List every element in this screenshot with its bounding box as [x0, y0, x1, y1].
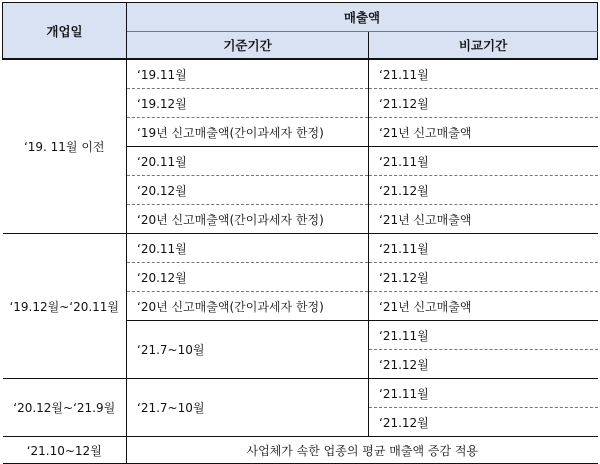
compare-period-cell: ‘21.12월 — [369, 89, 598, 118]
sales-criteria-table — [2, 2, 598, 464]
compare-period-cell: ‘21.12월 — [369, 263, 598, 292]
header-open-date: 개업일 — [3, 3, 127, 60]
base-period-cell: ‘19.12월 — [127, 89, 369, 118]
base-period-cell: ‘20.12월 — [127, 263, 369, 292]
compare-period-cell: ‘21년 신고매출액 — [369, 118, 598, 147]
base-period-cell: ‘20년 신고매출액(간이과세자 한정) — [127, 292, 369, 321]
table-row — [3, 234, 598, 263]
compare-period-cell: ‘21.11월 — [369, 59, 598, 89]
table-row — [3, 59, 598, 89]
compare-period-cell: ‘21.11월 — [369, 234, 598, 263]
base-period-cell: ‘20.11월 — [127, 234, 369, 263]
compare-period-cell: ‘21.11월 — [369, 147, 598, 176]
table-row — [3, 379, 598, 408]
header-row-top — [3, 3, 598, 32]
header-base-period: 기준기간 — [127, 32, 369, 60]
open-date-cell: ‘19. 11월 이전 — [3, 59, 127, 234]
compare-period-cell: ‘21.11월 — [369, 379, 598, 408]
header-compare-period: 비교기간 — [369, 32, 598, 60]
base-period-cell: ‘20.12월 — [127, 176, 369, 205]
compare-period-cell: ‘21.12월 — [369, 176, 598, 205]
table-row — [3, 437, 598, 464]
base-period-cell: ‘20년 신고매출액(간이과세자 한정) — [127, 205, 369, 234]
compare-period-cell: ‘21.12월 — [369, 408, 598, 437]
compare-period-cell: ‘21년 신고매출액 — [369, 292, 598, 321]
open-date-cell: ‘20.12월~‘21.9월 — [3, 379, 127, 437]
header-sales: 매출액 — [127, 3, 598, 32]
base-period-cell: ‘20.11월 — [127, 147, 369, 176]
base-period-cell: ‘21.7~10월 — [127, 321, 369, 379]
compare-period-cell: ‘21.11월 — [369, 321, 598, 350]
compare-period-cell: ‘21년 신고매출액 — [369, 205, 598, 234]
open-date-cell: ‘21.10~12월 — [3, 437, 127, 464]
base-period-cell: ‘19년 신고매출액(간이과세자 한정) — [127, 118, 369, 147]
base-period-cell: ‘21.7~10월 — [127, 379, 369, 437]
note-cell: 사업체가 속한 업종의 평균 매출액 증감 적용 — [127, 437, 598, 464]
open-date-cell: ‘19.12월~‘20.11월 — [3, 234, 127, 379]
compare-period-cell: ‘21.12월 — [369, 350, 598, 379]
base-period-cell: ‘19.11월 — [127, 59, 369, 89]
